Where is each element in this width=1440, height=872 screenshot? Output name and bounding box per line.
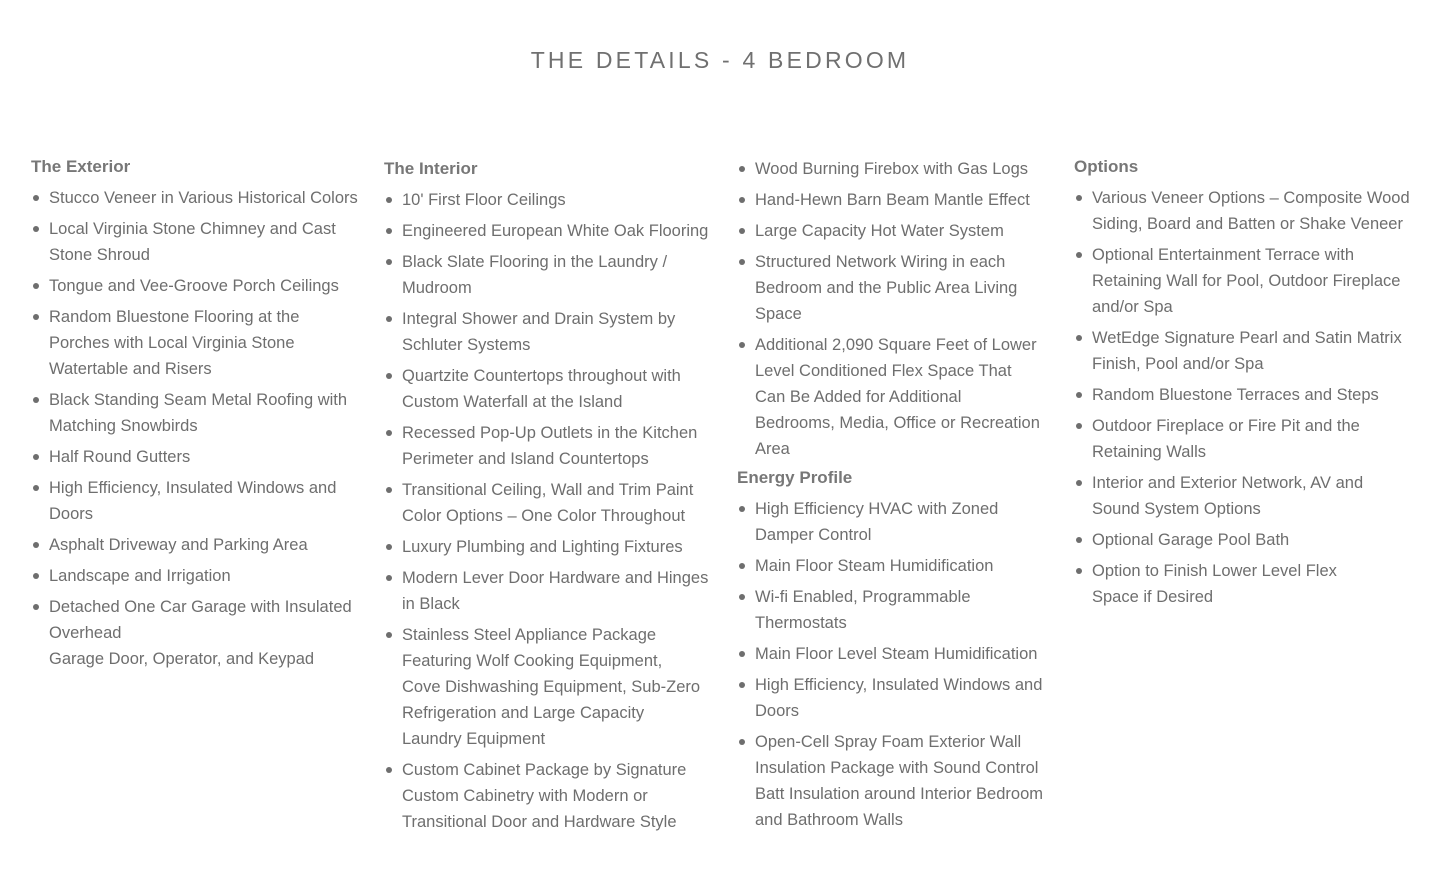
list-item: Stainless Steel Appliance Package Featuring Wolf Cooking Equipment, Cove Dishwashing Equipment, Sub-Zero Refrigeration and Large Capacity Laundry Equipment (384, 622, 702, 752)
list-item: Wi-fi Enabled, Programmable Thermostats (737, 584, 990, 636)
exterior-heading: The Exterior (31, 157, 131, 176)
list-item: Optional Entertainment Terrace with Retaining Wall for Pool, Outdoor Fireplace and/or Spa (1074, 242, 1407, 320)
list-item: Black Slate Flooring in the Laundry / Mudroom (384, 249, 677, 301)
list-item: Engineered European White Oak Flooring (384, 218, 709, 244)
list-item: Structured Network Wiring in each Bedroom and the Public Area Living Space (737, 249, 1025, 327)
options-column (1074, 156, 1414, 615)
list-item: Various Veneer Options – Composite Wood Siding, Board and Batten or Shake Veneer (1074, 185, 1417, 237)
list-item: Tongue and Vee-Groove Porch Ceilings (31, 273, 361, 299)
list-item: Quartzite Countertops throughout with Custom Waterfall at the Island (384, 363, 702, 415)
exterior-column (31, 156, 361, 677)
list-item: Black Standing Seam Metal Roofing with Matching Snowbirds (31, 387, 349, 439)
list-item: Additional 2,090 Square Feet of Lower Level Conditioned Flex Space That Can Be Added for Additional Bedrooms, Media, Office or Recreation Area (737, 332, 1045, 462)
list-item: WetEdge Signature Pearl and Satin Matrix Finish, Pool and/or Spa (1074, 325, 1407, 377)
list-item: 10' First Floor Ceilings (384, 187, 709, 213)
list-item: Random Bluestone Terraces and Steps (1074, 382, 1414, 408)
list-item: High Efficiency, Insulated Windows and Doors (31, 475, 344, 527)
list-item: Interior and Exterior Network, AV and Sound System Options (1074, 470, 1377, 522)
list-item: Local Virginia Stone Chimney and Cast Stone Shroud (31, 216, 339, 268)
list-item: Random Bluestone Flooring at the Porches with Local Virginia Stone Watertable and Risers (31, 304, 361, 382)
list-item: Asphalt Driveway and Parking Area (31, 532, 361, 558)
energy-list (737, 496, 1047, 833)
interior-column (384, 158, 709, 840)
list-item: Wood Burning Firebox with Gas Logs (737, 156, 1047, 182)
list-item: Modern Lever Door Hardware and Hinges in Black (384, 565, 712, 617)
list-item: Optional Garage Pool Bath (1074, 527, 1414, 553)
list-item: Main Floor Level Steam Humidification (737, 641, 1047, 667)
list-item: Outdoor Fireplace or Fire Pit and the Retaining Walls (1074, 413, 1367, 465)
list-item: Open-Cell Spray Foam Exterior Wall Insulation Package with Sound Control Batt Insulation around Interior Bedroom and Bathroom Walls (737, 729, 1055, 833)
interior-continued-list (737, 156, 1047, 462)
interior-list (384, 187, 709, 835)
list-item: High Efficiency, Insulated Windows and Doors (737, 672, 1050, 724)
interior-energy-column (737, 156, 1047, 838)
options-heading: Options (1074, 157, 1139, 176)
list-item: Integral Shower and Drain System by Schluter Systems (384, 306, 677, 358)
options-list (1074, 185, 1414, 610)
energy-heading: Energy Profile (737, 468, 853, 487)
exterior-list (31, 185, 361, 672)
list-item: Recessed Pop-Up Outlets in the Kitchen Perimeter and Island Countertops (384, 420, 702, 472)
list-item: Hand-Hewn Barn Beam Mantle Effect (737, 187, 1047, 213)
list-item: Stucco Veneer in Various Historical Colors (31, 185, 361, 211)
list-item: Option to Finish Lower Level Flex Space if Desired (1074, 558, 1387, 610)
list-item: Half Round Gutters (31, 444, 361, 470)
list-item: Transitional Ceiling, Wall and Trim Paint Color Options – One Color Throughout (384, 477, 702, 529)
list-item: High Efficiency HVAC with Zoned Damper Control (737, 496, 1020, 548)
interior-heading: The Interior (384, 159, 478, 178)
list-item: Custom Cabinet Package by Signature Custom Cabinetry with Modern or Transitional Door and Hardware Style (384, 757, 687, 835)
list-item: Detached One Car Garage with Insulated Overhead Garage Door, Operator, and Keypad (31, 594, 361, 672)
list-item: Landscape and Irrigation (31, 563, 361, 589)
list-item: Large Capacity Hot Water System (737, 218, 1047, 244)
page-title: THE DETAILS - 4 BEDROOM (530, 47, 910, 73)
list-item: Main Floor Steam Humidification (737, 553, 1047, 579)
list-item: Luxury Plumbing and Lighting Fixtures (384, 534, 709, 560)
